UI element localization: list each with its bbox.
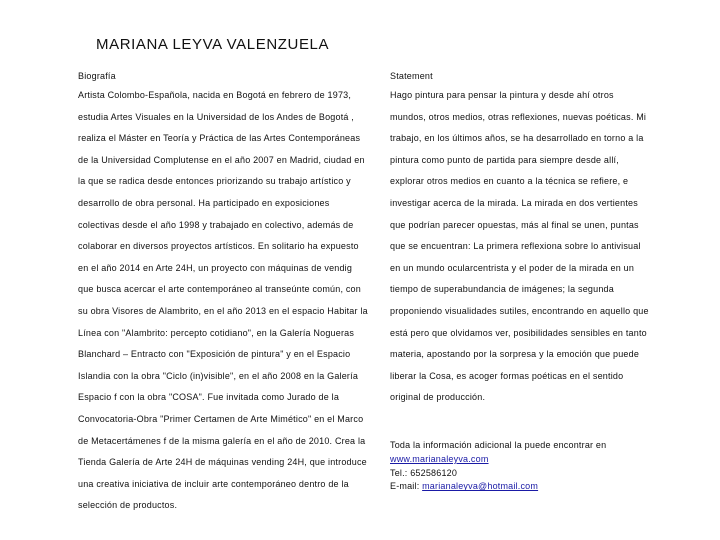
statement-heading: Statement xyxy=(390,71,433,81)
page-title: MARIANA LEYVA VALENZUELA xyxy=(96,36,330,53)
email-link[interactable]: marianaleyva@hotmail.com xyxy=(422,481,539,492)
email-label: E-mail: xyxy=(390,481,423,492)
statement-text: Hago pintura para pensar la pintura y desde ahí otros mundos, otros medios, otras reflexiones, nuevas poéticas. Mi trabajo, en los últimos años, se ha desarrollado en torno a la pintura como punto de partida para siempre desde allí, explorar otros medios en cuanto a la técnica se refiere, e investigar acerca de la mirada. La mirada en dos vertientes que podrían parecer opuestas, más al final se unen, puntas que se encuentran: La primera reflexiona sobre lo antivisual en un mundo ocularcentrista y el poder de la mirada en un tiempo de superabundancia de imágenes; la segunda proponiendo visualidades sutiles, encontrando en aquello que está pero que olvidamos ver, posibilidades sensibles en tanto materia, apostando por la sorpresa y la emoción que puede liberar la Cosa, es acoger formas poéticas en el sentido original de producción. xyxy=(390,90,649,403)
contact-intro: Toda la información adicional la puede encontrar en xyxy=(390,440,607,450)
biography-text: Artista Colombo-Española, nacida en Bogotá en febrero de 1973, estudia Artes Visuales en la Universidad de los Andes de Bogotá , realiza el Máster en Teoría y Práctica de las Artes Contemporáneas de la Universidad Complutense en el año 2007 en Madrid, ciudad en la que se radica desde entonces priorizando su trabajo artístico y desarrollo de obra personal. Ha participado en exposiciones colectivas desde el año 1998 y trabajado en colectivo, además de colaborar en diversos proyectos artísticos. En solitario ha expuesto en el año 2014 en Arte 24H, un proyecto con máquinas de vendig que busca acercar el arte contemporáneo al transeúnte común, con su obra Visores de Alambrito, en el año 2013 en el espacio Habitar la Línea con "Alambrito: percepto cotidiano", en la Galería Nogueras Blanchard – Entracto con "Exposición de pintura" y en el Espacio Islandia con la obra "Ciclo (in)visible", en el año 2008 en la Galería Espacio f con la obra "COSA". Fue invitada como Jurado de la Convocatoria-Obra "Primer Certamen de Arte Mimético" en el Marco de Metacertámenes f de la misma galería en el año de 2010. Crea la Tienda Galería de Arte 24H de máquinas vending 24H, que introduce una creativa iniciativa de incluir arte contemporáneo dentro de la selección de productos. xyxy=(78,90,368,511)
biography-section xyxy=(78,85,370,517)
statement-section xyxy=(390,85,652,409)
website-link[interactable]: www.marianaleyva.com xyxy=(390,453,489,464)
phone-number: Tel.: 652586120 xyxy=(390,467,458,478)
email-line xyxy=(390,480,652,494)
biography-heading: Biografía xyxy=(78,71,116,81)
contact-info xyxy=(390,439,652,494)
